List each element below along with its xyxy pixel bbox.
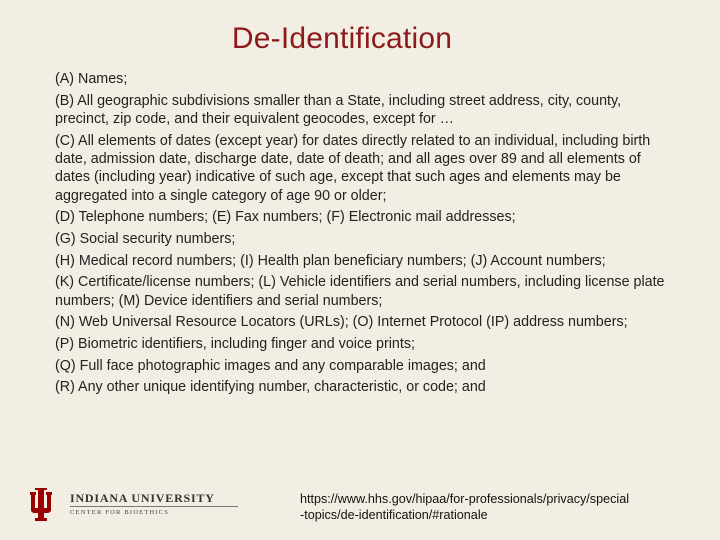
list-item: (K) Certificate/license numbers; (L) Vehicle identifiers and serial numbers, including license plate numbers; (M) Device identifiers and serial numbers; bbox=[55, 274, 665, 309]
indiana-university-logo bbox=[28, 488, 228, 524]
list-item: (G) Social security numbers; bbox=[55, 230, 236, 247]
list-item: (Q) Full face photographic images and any comparable images; and bbox=[55, 357, 486, 374]
source-url-line-1: https://www.hhs.gov/hipaa/for-professionals/privacy/special bbox=[300, 492, 629, 506]
list-item: (N) Web Universal Resource Locators (URLs); (O) Internet Protocol (IP) address numbers; bbox=[55, 314, 628, 331]
university-name: INDIANA UNIVERSITY bbox=[70, 491, 215, 505]
iu-trident-icon bbox=[28, 488, 54, 522]
source-url-line-2: -topics/de-identification/#rationale bbox=[300, 508, 488, 522]
list-item: (A) Names; bbox=[55, 71, 128, 87]
list-item: (H) Medical record numbers; (I) Health plan beneficiary numbers; (J) Account numbers; bbox=[55, 252, 606, 269]
list-item: (P) Biometric identifiers, including finger and voice prints; bbox=[55, 335, 415, 352]
center-name: CENTER FOR BIOETHICS bbox=[70, 509, 170, 516]
list-item: (R) Any other unique identifying number, characteristic, or code; and bbox=[55, 379, 486, 396]
identifier-list bbox=[55, 70, 665, 400]
list-item: (B) All geographic subdivisions smaller than a State, including street address, city, county, precinct, zip code, and their equivalent geocodes, except for … bbox=[55, 92, 622, 127]
slide-title: De-Identification bbox=[231, 22, 453, 55]
list-item: (D) Telephone numbers; (E) Fax numbers; (F) Electronic mail addresses; bbox=[55, 209, 516, 226]
list-item: (C) All elements of dates (except year) for dates directly related to an individual, including birth date, admission date, discharge date, date of death; and all ages over 89 and all elements of dates (including year) indicative of such age, except that such ages and elements may be aggregated into a single category of age 90 or older; bbox=[55, 132, 651, 204]
logo-divider bbox=[70, 506, 238, 507]
source-link[interactable] bbox=[300, 491, 700, 523]
